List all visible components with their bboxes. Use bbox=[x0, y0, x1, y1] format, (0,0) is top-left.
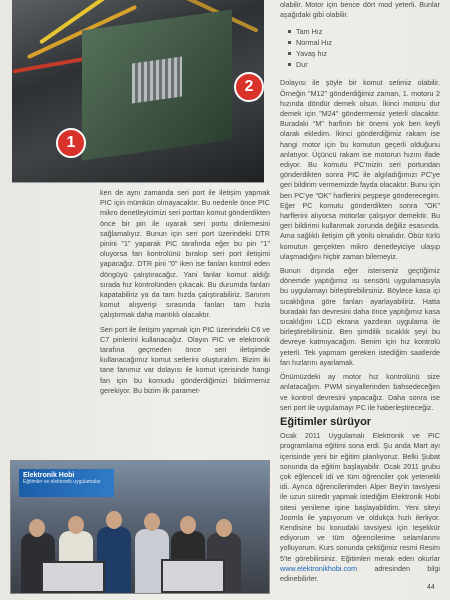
intro-text: olabilir. Motor için bence dört mod yeterli. Bunlar aşağıdaki gibi olabilir. bbox=[280, 0, 440, 20]
banner-title: Elektronik Hobi bbox=[23, 472, 75, 479]
section-body-text: Ocak 2011 Uygulamalı Elektronik ve PIC programlama eğitimi sona erdi. Şu anda Mart ayı içerisinde yeni bir eğitim planlıyoruz. Belki Şubat sonunda da eğitim başlayabilir. Ocak 2011 grubu çok eğlenceli idi ve tüm öğrenciler çok yetenekli idi. Ayrıca öğrencilerimden Alper Bey'in tavsiyesi ile uzun süredir yapmak istediğim Elektronik Hobi sitesi yenileme işine başlayabildim. Yeni siteyi Joomla ile yapıyorum ve oldukça hızlı ilerliyor. Kendisine bu konudaki tavsiyesi için teşekkür ediyorum ve tüm öğrencilerime selamlarımı yolluyorum. Kurs sonunda çektiğimiz resmi Resim 5'te görebilirsiniz. Eğitimleri merak eden okurlar bbox=[280, 431, 440, 563]
right-column-top bbox=[280, 0, 440, 588]
speed-item: Tam Hız bbox=[290, 26, 440, 37]
section-body bbox=[280, 431, 440, 584]
circuit-photo bbox=[12, 0, 264, 183]
callout-1-badge: 1 bbox=[56, 128, 86, 158]
section-tail-text: adresinden bilgi edinebilirler. bbox=[280, 563, 440, 583]
paragraph: Bunun dışında eğer isterseniz geçtiğimiz dönemde yaptığımız ısı sensörü uygulamasıyla bu uygulamayı birleştirebilirsiniz. Böylece kasa içi sıcaklığına göre fanları ayarlayabiliriz. Hatta buradaki fan devresini daha önce yaptığımız kasa sıcaklığını LCD ekrana yazdıran uygulama ile birleştirebilirsiniz. Ben şimdilik sıcaklık şeyi bu devreye katmıyacağım. Benim için hız kontrolü yeterli. Tek yapmam gereken istediğim saatlerde fan hızlarını ayarlamak. bbox=[280, 266, 440, 367]
website-link[interactable]: www.elektronikhobi.com bbox=[280, 563, 358, 573]
page-number: 44 bbox=[427, 584, 435, 591]
paragraph: Dolayısı ile şöyle bir komut setimiz olabilir. Örneğin "M12" gönderdiğimiz zaman, 1. motoru 2 hızında döndür demek olsun. İkinci motoru dur demek için "M24" göndermemiz yeterli olacaktır. Buradaki "M" harfinin bir önemi yok ben keyfi olarak ekledim. İkinci gönderdiğimiz rakam ise hangi motor için bu komutun geçerli olduğunu anlatıyor. Üçüncü rakam ise motorun hızını ifade ediyor. Bu komutu PC'mizin seri portundan gönderdikten sonra PIC ile algıladığımızı PC'ye geri bildirim vermemizde fayda olacaktır. Bunu için ben PC'ye "OK" harflerini peşpeşe gönderecegim. Eğer PC komutu gönderdikten sonra "OK" harflerini alıyorsa motorlar çalışıyor demektir. Bu geri bildirimi kullanmak zorunda değiliz esasında. Ama sağlıklı iletişim çift yönlü olmalıdır. Öbür türlü komutun gerçekten mikro denetleyiciye ulaşıp ulaşmadığını hiçbir zaman bilemeyiz. bbox=[280, 78, 440, 261]
callout-2-badge: 2 bbox=[234, 72, 264, 102]
paragraph: Seri port ile iletişim yapmak için PIC üzerindeki C6 ve C7 pinlerini kullanacağız. Olayın PIC ve elektronik tarafına geçmeden önce seri iletişimde kullanacağımız komut setlerini oluşturalım. Bizim iki tane fanımız var dolayısı ile komut içerisinde hangi fan için bu komudu gönderdiğimizi bildirmemiz gerekiyor. Bu bizim ilk paramet- bbox=[100, 324, 270, 395]
group-photo bbox=[10, 460, 270, 594]
paragraph: Önümüzdeki ay motor hız kontrolünü size anlatacağım. PWM sinyallerinden bahsedeceğim ve kontrol devresini yapacağız. Daha sonra ise seri port ile uygulamayı PC ile haberleştireceğiz. bbox=[280, 372, 440, 412]
left-column bbox=[100, 188, 270, 400]
speed-item: Dur bbox=[290, 59, 440, 70]
elektronik-hobi-banner bbox=[19, 469, 114, 497]
speed-item: Yavaş hız bbox=[290, 48, 440, 59]
speed-list bbox=[280, 26, 440, 70]
section-heading: Eğitimler sürüyor bbox=[280, 415, 372, 428]
speed-item: Normal Hız bbox=[290, 37, 440, 48]
paragraph: ken de aynı zamanda seri port ile iletişim yapmak PIC için mümkün olmayacaktır. Bu nedenle önce PIC mikro denetleyicimizi seri porttan komut gönderdikten önce bir pin ile uyarak seri portu dinlemesini sağlamalıyız. Bunun için seri port üzerindeki DTR pinini "1" yaparak PIC tarafında eğer bu pin "1" oluyorsa fan kontrolünü bırakıp seri port iletişimi yapacağız. DTR pini "0" iken ise fanları kontrol eden döngüyü çalıştıracağız. Yani fanlar komut aldığı sırada hız kontrolünden çıkacak. Bu durumda fanları kapatabiliriz ya da tam hızda çalıştırabiliriz. Sanırım komut alışverişi sırasında fanları tam hızla çalıştırmak daha mantıklı olacaktır. bbox=[100, 188, 270, 320]
banner-subtitle: Eğitimler ve elektronik uygulamalar bbox=[23, 479, 101, 485]
